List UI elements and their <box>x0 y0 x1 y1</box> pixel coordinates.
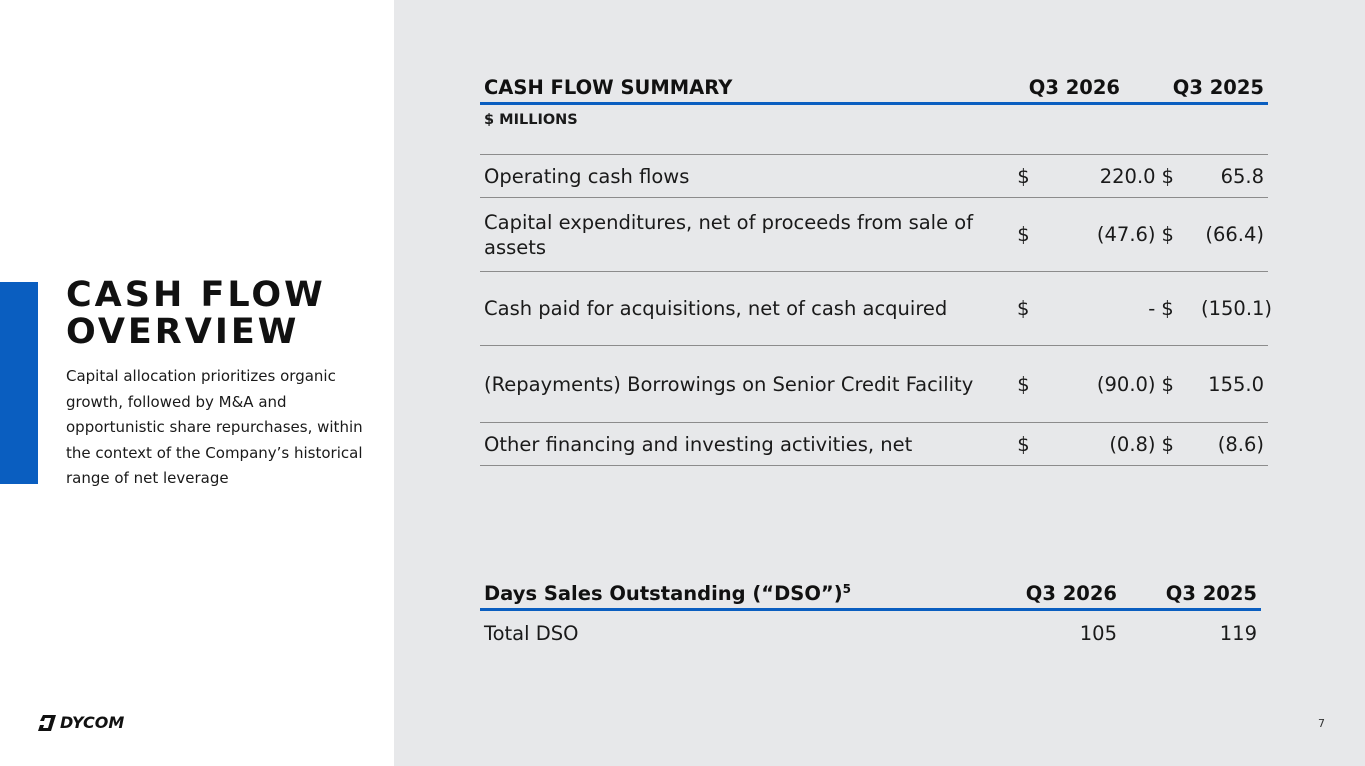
value-q3-2026: 105 <box>1079 621 1117 645</box>
value-q3-2026: - <box>1148 297 1156 320</box>
currency-symbol: $ <box>1161 164 1174 188</box>
row-label: Capital expenditures, net of proceeds from sale of assets <box>484 210 974 259</box>
value-q3-2025: (150.1) <box>1201 297 1273 320</box>
value-q3-2026: (0.8) <box>1109 432 1156 456</box>
table-row <box>480 346 1268 423</box>
value-q3-2025: 119 <box>1219 621 1257 645</box>
column-header-q3-2025: Q3 2025 <box>1172 76 1264 99</box>
currency-symbol: $ <box>1161 223 1174 246</box>
currency-symbol: $ <box>1017 223 1030 246</box>
dso-title-text: Days Sales Outstanding (“DSO”) <box>484 582 843 605</box>
table-row <box>480 198 1268 272</box>
value-q3-2025: (66.4) <box>1205 223 1264 246</box>
row-label: Operating cash flows <box>484 164 690 188</box>
column-header-q3-2026: Q3 2026 <box>1025 582 1117 605</box>
right-panel <box>394 0 1365 766</box>
row-label: (Repayments) Borrowings on Senior Credit Facility <box>484 372 974 396</box>
company-logo <box>37 713 124 732</box>
dso-table <box>480 578 1261 655</box>
value-q3-2025: 65.8 <box>1220 164 1264 188</box>
currency-symbol: $ <box>1017 432 1030 456</box>
footnote-marker: 5 <box>842 582 852 596</box>
currency-symbol: $ <box>1017 164 1030 188</box>
slide-title: CASH FLOW OVERVIEW <box>66 275 326 352</box>
value-q3-2026: (90.0) <box>1096 372 1156 396</box>
dso-header <box>480 578 1261 611</box>
currency-symbol: $ <box>1017 297 1030 320</box>
dso-table-title <box>480 582 967 608</box>
value-q3-2026: 220.0 <box>1099 164 1156 188</box>
value-q3-2025: 155.0 <box>1208 372 1264 396</box>
currency-symbol: $ <box>1161 432 1174 456</box>
column-header-q3-2026: Q3 2026 <box>1028 76 1120 99</box>
cash-flow-summary-table <box>480 72 1273 466</box>
row-label: Total DSO <box>484 621 579 645</box>
table-row <box>480 423 1268 466</box>
currency-symbol: $ <box>1161 372 1174 396</box>
cash-flow-header <box>480 72 1268 105</box>
left-panel <box>0 0 394 766</box>
value-q3-2025: (8.6) <box>1217 432 1264 456</box>
table-row <box>480 272 1273 346</box>
accent-bar <box>0 282 38 484</box>
table-row <box>480 155 1268 198</box>
cash-flow-table-title: CASH FLOW SUMMARY <box>484 76 733 99</box>
logo-text: DYCOM <box>60 713 125 732</box>
currency-symbol: $ <box>1161 297 1174 320</box>
row-label: Other financing and investing activities, net <box>484 432 913 456</box>
units-label: $ MILLIONS <box>480 105 1268 155</box>
logo-mark-icon <box>37 714 57 732</box>
value-q3-2026: (47.6) <box>1096 223 1156 246</box>
currency-symbol: $ <box>1017 372 1030 396</box>
table-row <box>480 611 1261 655</box>
column-header-q3-2025: Q3 2025 <box>1165 582 1257 605</box>
page-number: 7 <box>1318 717 1325 730</box>
slide-subtitle: Capital allocation prioritizes organic growth, followed by M&A and opportunistic share repurchases, within the context of the Company’s historical range of net leverage <box>66 367 363 487</box>
row-label: Cash paid for acquisitions, net of cash acquired <box>484 297 948 320</box>
